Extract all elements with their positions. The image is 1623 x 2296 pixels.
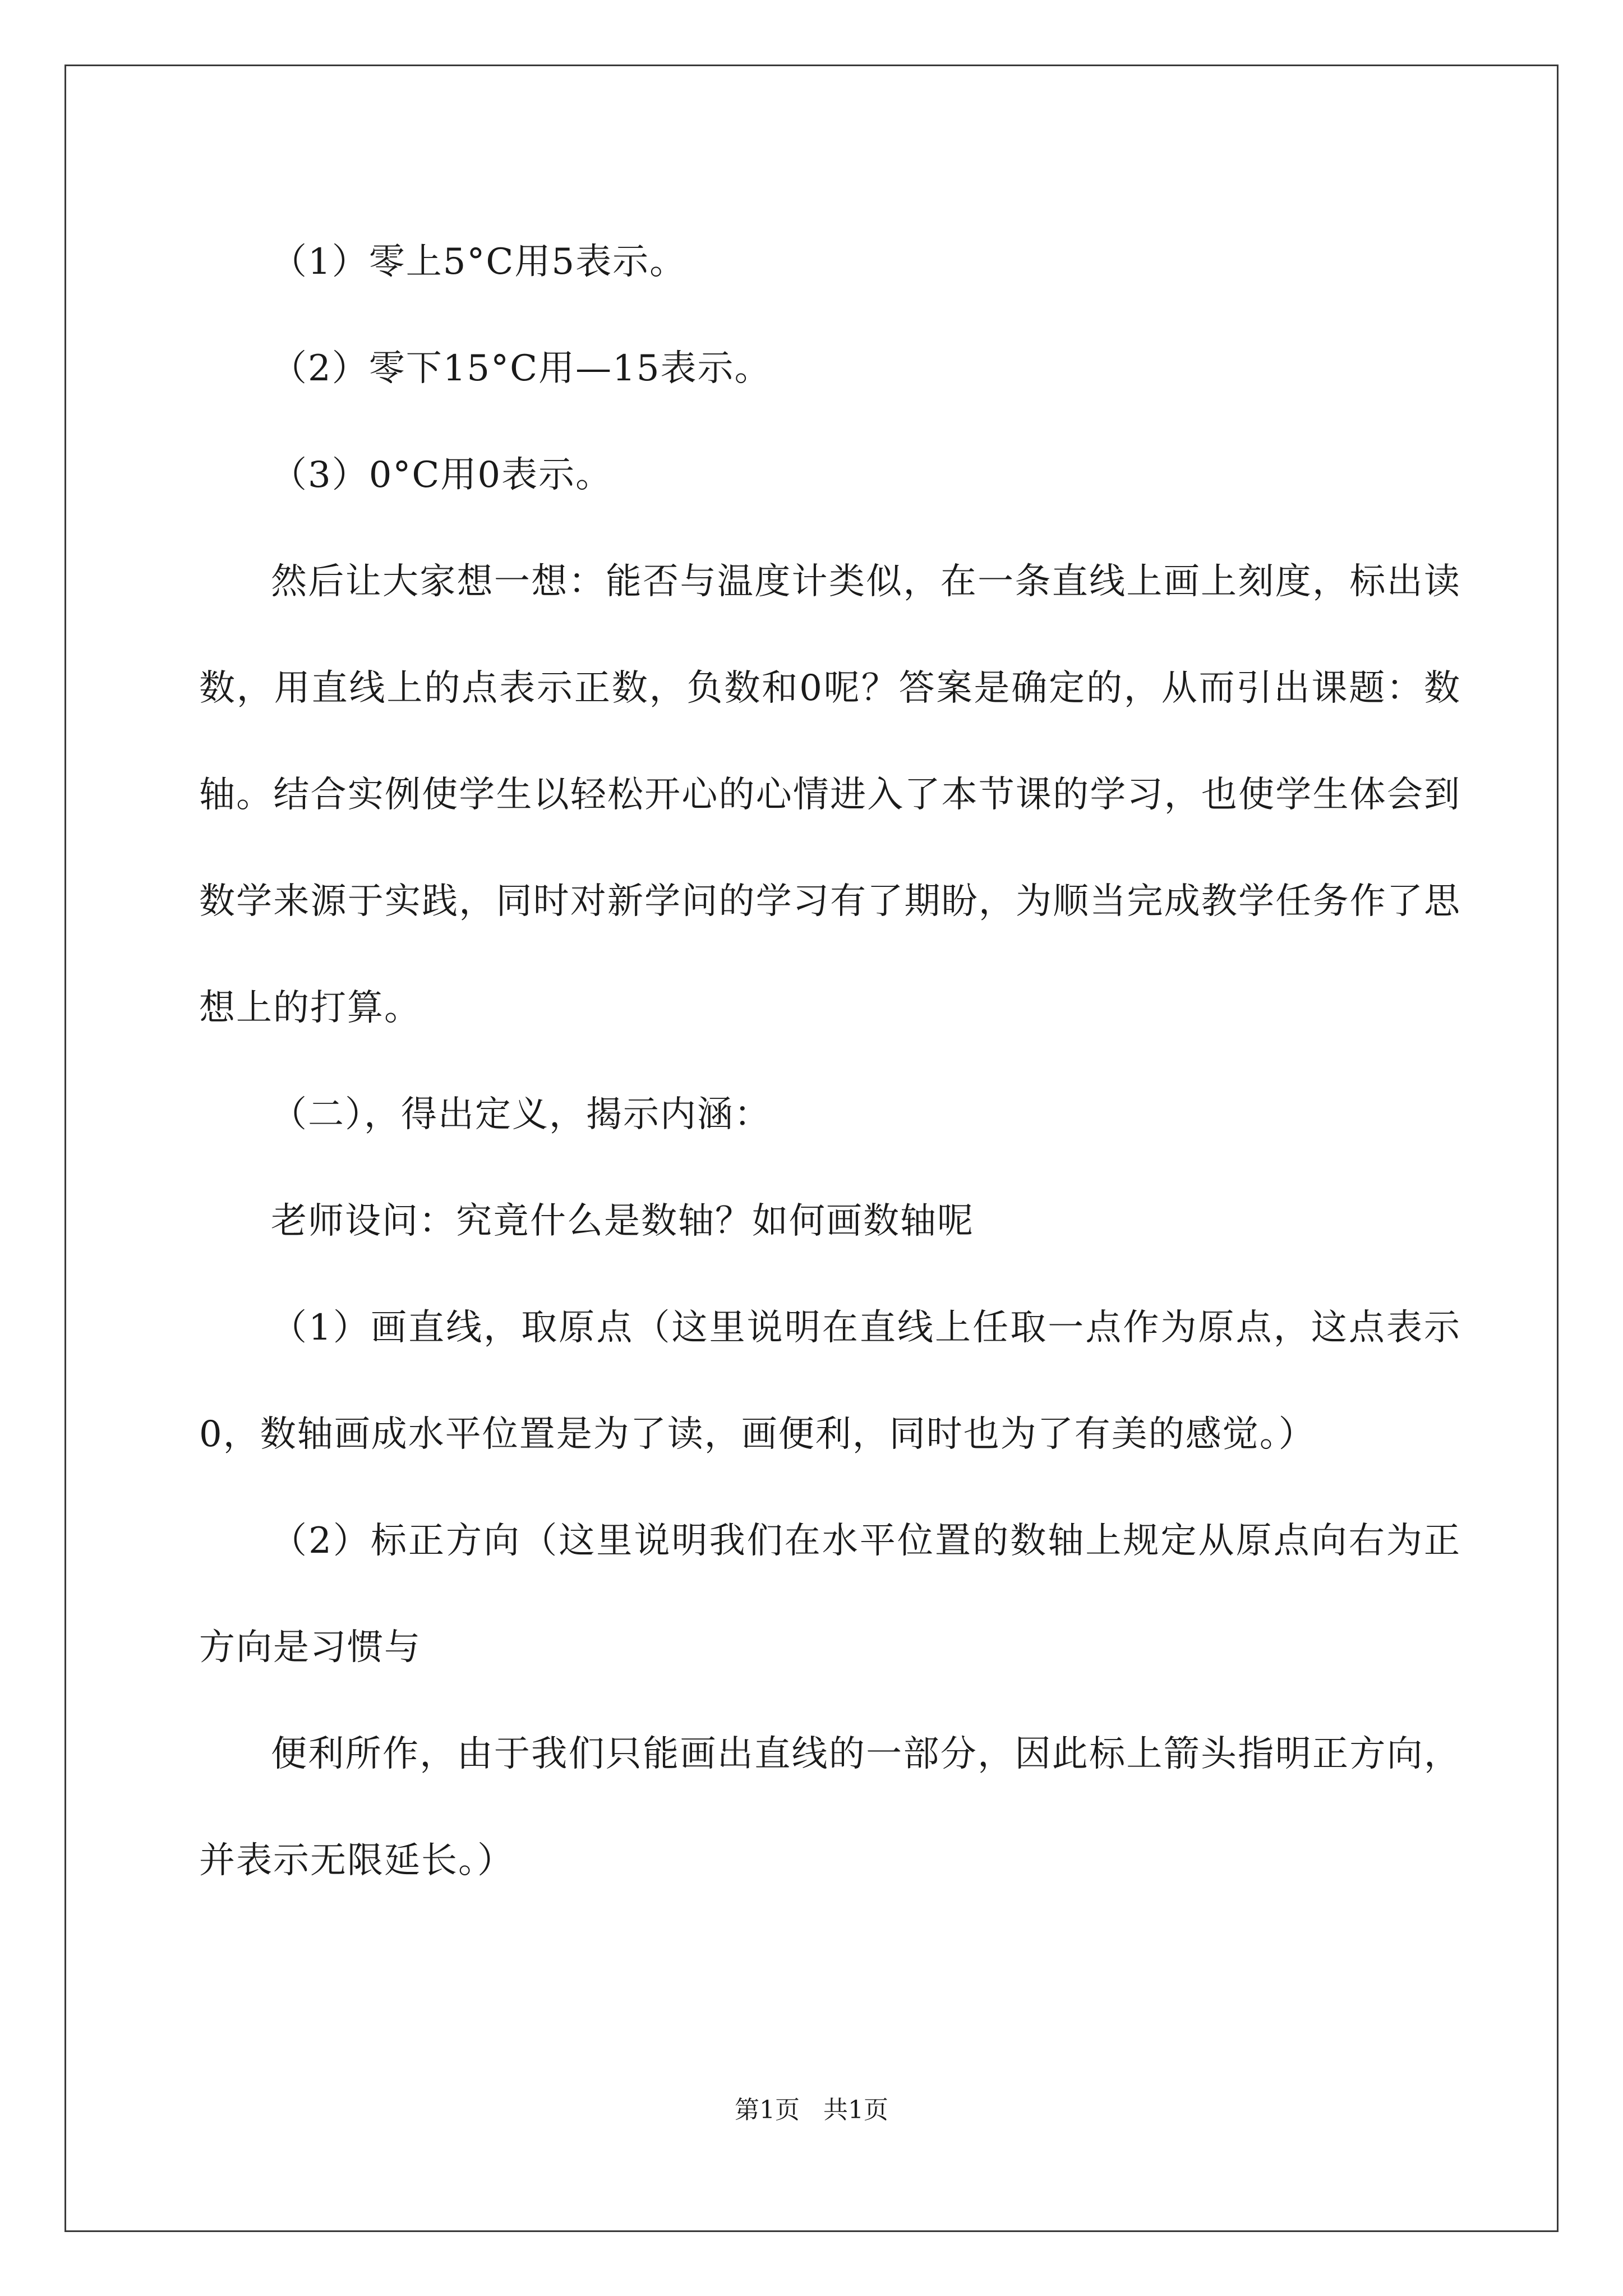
- paragraph-2: （2）零下15°C用—15表示。: [271, 348, 772, 389]
- page-footer: 第1页 共1页: [735, 2096, 888, 2124]
- paragraph-5: （二），得出定义，揭示内涵：: [271, 1094, 771, 1135]
- paragraph-3: （3）0°C用0表示。: [271, 454, 613, 496]
- paragraph-8: （2）标正方向（这里说明我们在水平位置的数轴上规定从原点向右为正方向是习惯与: [199, 1520, 1461, 1668]
- paragraph-9: 便利所作，由于我们只能画出直线的一部分，因此标上箭头指明正方向，并表示无限延长。）: [199, 1733, 1461, 1881]
- paragraph-1: （1）零上5°C用5表示。: [271, 241, 687, 283]
- paragraph-7: （1）画直线，取原点（这里说明在直线上任取一点作为原点，这点表示0，数轴画成水平位置是为了读，画便利，同时也为了有美的感觉。）: [199, 1307, 1461, 1455]
- paragraph-6: 老师设问：究竟什么是数轴？如何画数轴呢: [271, 1200, 974, 1242]
- document-body: [199, 209, 1461, 1914]
- paragraph-4: 然后让大家想一想：能否与温度计类似，在一条直线上画上刻度，标出读数，用直线上的点表示正数，负数和0呢？答案是确定的，从而引出课题：数轴。结合实例使学生以轻松开心的心情进入了本节课的学习，也使学生体会到数学来源于实践，同时对新学问的学习有了期盼，为顺当完成教学任务作了思想上的打算。: [199, 561, 1461, 1029]
